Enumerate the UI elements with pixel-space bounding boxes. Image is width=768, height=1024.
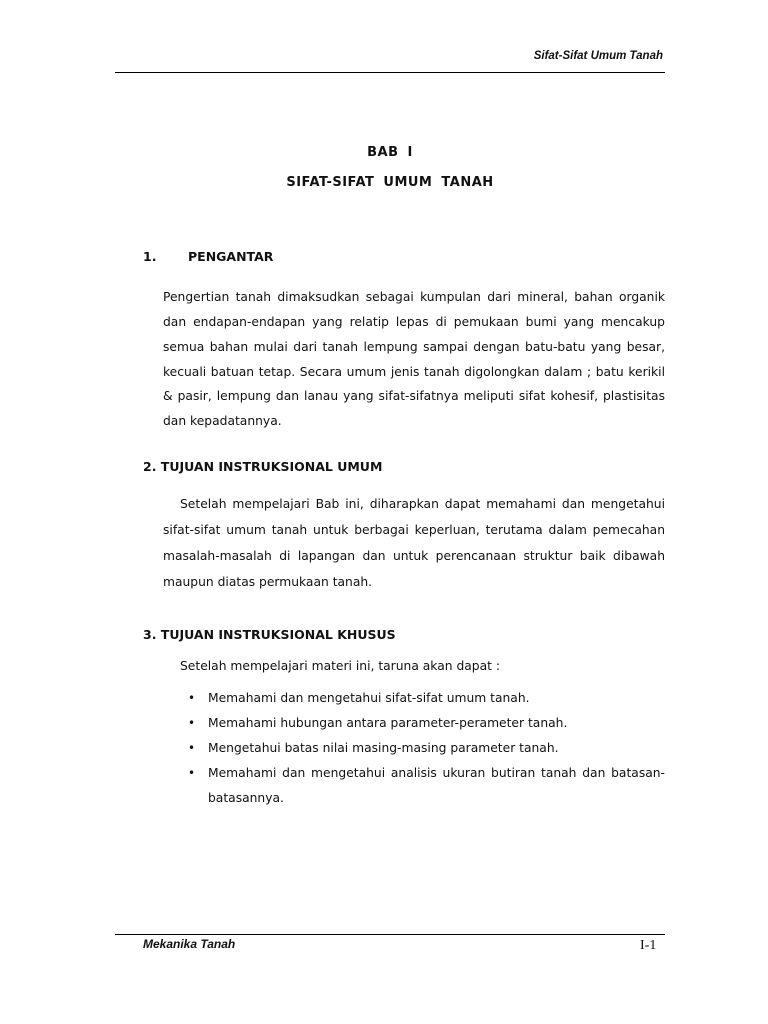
paragraph-line: semua bahan mulai dari tanah lempung sampai dengan batu-batu yang besar, [163, 340, 665, 354]
paragraph-line: kecuali batuan tetap. Secara umum jenis tanah digolongkan dalam ; batu kerikil [163, 365, 665, 379]
footer-book-title: Mekanika Tanah [143, 937, 236, 951]
paragraph-line: sifat-sifat umum tanah untuk berbagai keperluan, terutama dalam pemecahan [163, 523, 665, 537]
paragraph-line: dan endapan-endapan yang relatip lepas di pemukaan bumi yang mencakup [163, 315, 665, 329]
chapter-title: SIFAT-SIFAT UMUM TANAH [286, 175, 494, 190]
section-heading: 3. TUJUAN INSTRUKSIONAL KHUSUS [143, 627, 396, 642]
list-item: Memahami hubungan antara parameter-perameter tanah. [208, 716, 568, 730]
list-item: Memahami dan mengetahui sifat-sifat umum tanah. [208, 691, 530, 705]
paragraph-line: & pasir, lempung dan lanau yang sifat-sifatnya meliputi sifat kohesif, plastisitas [163, 389, 665, 403]
section-heading: PENGANTAR [188, 249, 274, 264]
running-header: Sifat-Sifat Umum Tanah [533, 50, 663, 62]
footer-rule [115, 934, 665, 935]
bullet-icon: • [188, 691, 196, 705]
paragraph-line: maupun diatas permukaan tanah. [163, 575, 373, 589]
list-item-continuation: batasannya. [208, 791, 284, 805]
section-number: 1. [143, 249, 157, 264]
bullet-icon: • [188, 741, 196, 755]
intro-text: Setelah mempelajari materi ini, taruna akan dapat : [180, 659, 500, 673]
chapter-label: BAB I [367, 145, 413, 160]
page-number: I-1 [640, 938, 657, 953]
bullet-icon: • [188, 766, 196, 780]
header-rule [115, 72, 665, 73]
paragraph-line: Pengertian tanah dimaksudkan sebagai kumpulan dari mineral, bahan organik [163, 290, 665, 304]
bullet-icon: • [188, 716, 196, 730]
paragraph-line: masalah-masalah di lapangan dan untuk perencanaan struktur baik dibawah [163, 549, 665, 563]
list-item: Memahami dan mengetahui analisis ukuran butiran tanah dan batasan- [208, 766, 665, 780]
section-heading: 2. TUJUAN INSTRUKSIONAL UMUM [143, 459, 383, 474]
paragraph-line: Setelah mempelajari Bab ini, diharapkan dapat memahami dan mengetahui [180, 497, 665, 511]
paragraph-line: dan kepadatannya. [163, 414, 282, 428]
list-item: Mengetahui batas nilai masing-masing parameter tanah. [208, 741, 559, 755]
